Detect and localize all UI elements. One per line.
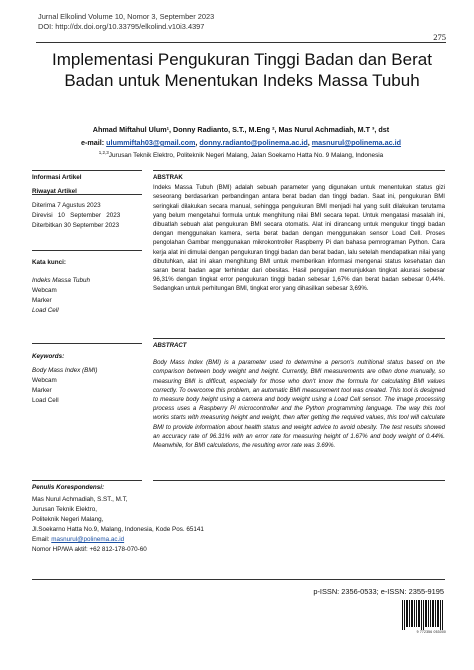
left-rule-top [32,170,142,171]
left-rule-5 [32,480,142,481]
keyword-item: Load Cell [32,307,59,314]
abstract-block [153,341,445,450]
email-link-3[interactable]: masnurul@polinema.ac.id [311,138,402,147]
journal-header [38,12,214,32]
abstrak-text: Indeks Massa Tubuh (BMI) adalah sebuah parameter yang digunakan untuk menentukan status gizi seseorang berdasarkan perbandingan antara berat badan dan tinggi badan. Saat ini, pengukuran BMI seringkali dilakukan secara manual, sehingga pengukuran BMI menjadi hal yang sulit dilakukan terutama yang belum mengetahui formula untuk menghitung nilai BMI secara tepat. Untuk mengatasi masalah ini, dibuatlah sebuah alat pengukuran BMI secara otomatis. Alat ini dirancang untuk mengukur tinggi badan dengan menggunakan kamera, serta berat badan dengan menggunakan sensor Load Cell. Proses pengolahan Gambar menggunakan mikrokontroller Raspberry Pi dan bahasa pemrograman Python. Cara kerja alat ini dimulai dengan pengukuran tinggi badan dan berat badan, lalu setelah mendapatkan nilai yang dibutuhkan, alat ini akan menghitung BMI untuk memberikan informasi mengenai status kesehatan dan saran berat badan agar terhindar dari obesitas. Hasil pengujian menunjukkan tingkat akurasi sebesar 96,31% dengan tingkat error pengukuran tinggi badan sebesar 1,67% dan berat badan sebesar 0,44%. Sedangkan untuk perhitungan BMI, tingkat eror yang dihasilkan sebesar 3,69%. [153,184,445,293]
barcode-image [402,600,444,630]
corresponding-line: Jurusan Teknik Elektro, [32,506,97,513]
received-date: Diterima 7 Agustus 2023 [32,202,101,209]
corresponding-line: Mas Nurul Achmadiah, S.ST., M.T, [32,496,128,503]
author-list: Ahmad Miftahul Ulum¹, Donny Radianto, S.T., M.Eng ², Mas Nurul Achmadiah, M.T ³, dst [92,125,390,134]
corresponding-phone: Nomor HP/WA aktif: +62 812-178-070-60 [32,546,147,553]
corresponding-line: Politeknik Negeri Malang, [32,516,104,523]
corresponding-heading: Penulis Korespondensi: [32,484,105,491]
article-info-heading: Informasi Artikel [32,174,82,181]
keyword-item: Marker [32,297,52,304]
keyword-en-item: Webcam [32,377,57,384]
keywords-en-block [32,352,142,406]
corresponding-email-label: Email: [32,536,52,543]
author-emails: e-mail: ulummiftah03@gmail.com, donny.radianto@polinema.ac.id, masnurul@polinema.ac.id [80,138,402,147]
keyword-en-item: Load Cell [32,397,59,404]
left-rule-4 [32,343,142,344]
abstract-text: Body Mass Index (BMI) is a parameter used to determine a person's nutritional status based on the comparison between body weight and height. Currently, BMI measurements are often done manually, so measuring BMI is difficult, especially for those who don't know the formula for calculating BMI values correctly. To overcome this problem, an automatic BMI measurement tool was created. This tool is designed to measure body height using a camera and body weight using a Load Cell sensor. The image processing process uses a Raspberry Pi microcontroller and the Python programming language. The way this tool works starts with measuring height and weight, then after getting the required values, this tool will calculate BMI to provide information about health status and weight advice to avoid obesity. The test results showed an accuracy rate of 96.31% with an error rate for measuring height of 1.67% and body weight of 0.44%. Meanwhile, for BMI calculations, the resulting error rate was 3.69%. [153,359,445,450]
keyword-en-item: Marker [32,387,52,394]
history-heading: Riwayat Artikel [32,188,77,195]
revised-date: Direvisi 10 September 2023 [32,212,121,219]
bottom-rule [32,579,445,580]
email-label: e-mail: [80,138,107,147]
keyword-item: Indeks Massa Tubuh [32,277,90,284]
abstract-heading: ABSTRACT [153,342,187,349]
header-rule [36,42,446,43]
right-rule-top [153,170,445,171]
affiliation [34,148,448,161]
keywords-en-heading: Keywords: [32,353,65,360]
journal-info: Jurnal Elkolind Volume 10, Nomor 3, September 2023 [38,12,215,21]
paper-title: Implementasi Pengukuran Tinggi Badan dan Berat Badan untuk Menentukan Indeks Massa Tubuh [52,50,432,90]
left-rule-3 [32,250,142,251]
keywords-heading: Kata kunci: [32,259,66,266]
keywords-block [32,258,142,316]
corresponding-block [32,483,292,555]
email-link-2[interactable]: donny.radianto@polinema.ac.id [199,138,308,147]
history-block [32,187,142,231]
published-date: Diterbitkan 30 September 2023 [32,222,120,229]
right-rule-mid [153,338,445,339]
affiliation-text: Jurusan Teknik Elektro, Politeknik Negeri Malang, Jalan Soekarno Hatta No. 9 Malang, Indonesia [108,152,384,160]
keyword-en-item: Body Mass Index (BMI) [32,367,98,374]
barcode-number: 9 772356 053000 [416,630,446,634]
corresponding-email-link[interactable]: masnurul@polinema.ac.id [51,536,125,543]
issn-text: p-ISSN: 2356-0533; e-ISSN: 2355-9195 [313,587,444,596]
doi-text: DOI: http://dx.doi.org/10.33795/elkolind.v10i3.4397 [38,22,205,31]
page-number: 275 [433,32,446,42]
keyword-item: Webcam [32,287,57,294]
corresponding-line: Jl.Soekarno Hatta No.9, Malang, Indonesia, Kode Pos. 65141 [32,526,204,533]
abstrak-heading: ABSTRAK [153,174,183,181]
corresponding-email [32,535,292,545]
email-link-1[interactable]: ulummiftah03@gmail.com [106,138,196,147]
affiliation-sup: 1,2,3 [98,150,109,155]
right-rule-bottom [153,480,445,481]
abstrak-block [153,173,445,294]
article-info-heading-block [32,173,142,183]
